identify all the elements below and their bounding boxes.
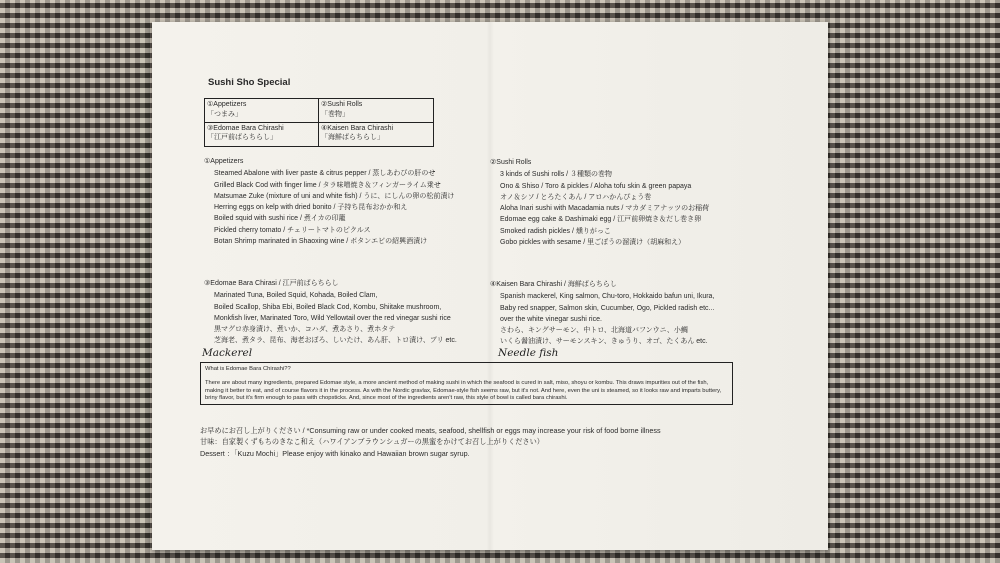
menu-item: Smoked radish pickles / 燻りがっこ — [500, 227, 611, 235]
explanation-question: What is Edomae Bara Chirashi?? — [205, 366, 291, 372]
menu-item: Matsumae Zuke (mixture of uni and white fish) / うに、にしんの卵の松前漬け — [214, 192, 455, 200]
menu-item: Grilled Black Cod with finger lime / タラ味噌焼き＆フィンガーライム乗せ — [214, 181, 441, 189]
kaisen-section — [490, 279, 714, 348]
menu-item: 黒マグロ赤身漬け、煮いか、コハダ、煮あさり、煮ホタテ — [214, 326, 396, 334]
menu-item: Aloha Inari sushi with Macadamia nuts / マカダミアナッツのお稲荷 — [500, 205, 710, 213]
section-heading: ③Edomae Bara Chirasi / 江戸前ばらちらし — [204, 280, 339, 287]
menu-item: 芝海老、煮タラ、昆布、海老おぼろ、しいたけ、あん肝、トロ漬け、ブリ etc. — [214, 337, 457, 345]
toc-cell-appetizers: ①Appetizers 「つまみ」 — [205, 99, 319, 123]
section-heading: ①Appetizers — [204, 158, 244, 165]
toc-cell-kaisen: ④Kaisen Bara Chirashi 「海鮮ばらちらし」 — [321, 124, 394, 141]
menu-sheet — [152, 22, 828, 550]
menu-item: 3 kinds of Sushi rolls / ３種類の巻物 — [500, 171, 613, 179]
toc-cell-edomae: ③Edomae Bara Chirashi 「江戸前ばらちらし」 — [205, 123, 319, 147]
dessert-japanese: 甘味：自家製くずもちのきなこ和え（ハワイアンブラウンシュガーの黒蜜をかけてお召し上がりください） — [200, 437, 544, 447]
menu-item: いくら醤油漬け、サーモンスキン、きゅうり、オゴ、たくあん etc. — [500, 338, 708, 346]
menu-item: Baby red snapper, Salmon skin, Cucumber, Ogo, Pickled radish etc... — [500, 304, 715, 312]
section-heading: ②Sushi Rolls — [490, 159, 532, 166]
appetizers-section — [204, 156, 454, 247]
menu-item: over the white vinegar sushi rice. — [500, 315, 602, 323]
sushi-rolls-section — [490, 157, 709, 248]
menu-item: Boiled Scallop, Shiba Ebi, Boiled Black Cod, Kombu, Shiitake mushroom, — [214, 303, 442, 311]
menu-item: Marinated Tuna, Boiled Squid, Kohada, Boiled Clam, — [214, 292, 378, 300]
menu-item: Herring eggs on kelp with dried bonito / 子持ち昆布おかか和え — [214, 204, 408, 212]
menu-item: Boiled squid with sushi rice / 煮イカの印籠 — [214, 215, 346, 223]
menu-item: Botan Shrimp marinated in Shaoxing wine / ボタンエビの紹興酒漬け — [214, 238, 428, 246]
menu-item: Pickled cherry tomato / チェリートマトのピクルス — [214, 226, 371, 234]
toc-cell-rolls: ②Sushi Rolls 「巻物」 — [319, 99, 433, 123]
dessert-english: Dessert ：「Kuzu Mochi」Please enjoy with kinako and Hawaiian brown sugar syrup. — [200, 448, 470, 458]
menu-item: Edomae egg cake & Dashimaki egg / 江戸前卵焼き＆だし巻き卵 — [500, 216, 702, 224]
menu-item: Ono & Shiso / Toro & pickles / Aloha tofu skin & green papaya — [500, 182, 692, 190]
menu-item: さわら、キングサーモン、中トロ、北海道バフンウニ、小鯛 — [500, 327, 688, 335]
menu-title: Sushi Sho Special — [208, 77, 291, 88]
section-heading: ④Kaisen Bara Chirashi / 海鮮ばらちらし — [490, 281, 617, 288]
menu-item: Gobo pickles with sesame / 里ごぼうの溜漬け（胡麻和え） — [500, 239, 686, 247]
explanation-body: There are about many ingredients, prepared Edomae style, a more ancient method of making sushi in which the seafood is cured in salt, miso, shoyu or kombu. This draws impurities out of the fish, making it better to eat, and of course flavors it in the process. As with the Nordic gravlax, Edomae-style fish seems raw, but it's not. And here, even the uni is steamed, so it looks raw and imparts buttery, briny flavor, but it's firm enough to pass with chopsticks. And, since most of the ingredients aren't raw, this style of bowl is called bara chirashi. — [205, 380, 722, 402]
menu-item: Monkfish liver, Marinated Toro, Wild Yellowtail over the red vinegar sushi rice — [214, 314, 451, 322]
edomae-explanation-box — [200, 362, 733, 405]
handwritten-note-left: Mackerel — [202, 347, 253, 359]
handwritten-note-right: Needle fish — [498, 347, 559, 359]
food-safety-notice: お早めにお召し上がりください / *Consuming raw or under cooked meats, seafood, shellfish or eggs may increase your risk of food borne illness — [200, 426, 661, 435]
edomae-section — [204, 278, 457, 347]
menu-footer — [200, 425, 661, 459]
course-summary-table — [204, 98, 434, 147]
menu-item: Spanish mackerel, King salmon, Chu-toro, Hokkaido bafun uni, Ikura, — [500, 293, 715, 301]
menu-item: オノ＆シソ / とろたくあん / アロハかんぴょう巻 — [500, 193, 652, 201]
menu-item: Steamed Abalone with liver paste & citrus pepper / 蒸しあわびの肝のせ — [214, 170, 436, 178]
